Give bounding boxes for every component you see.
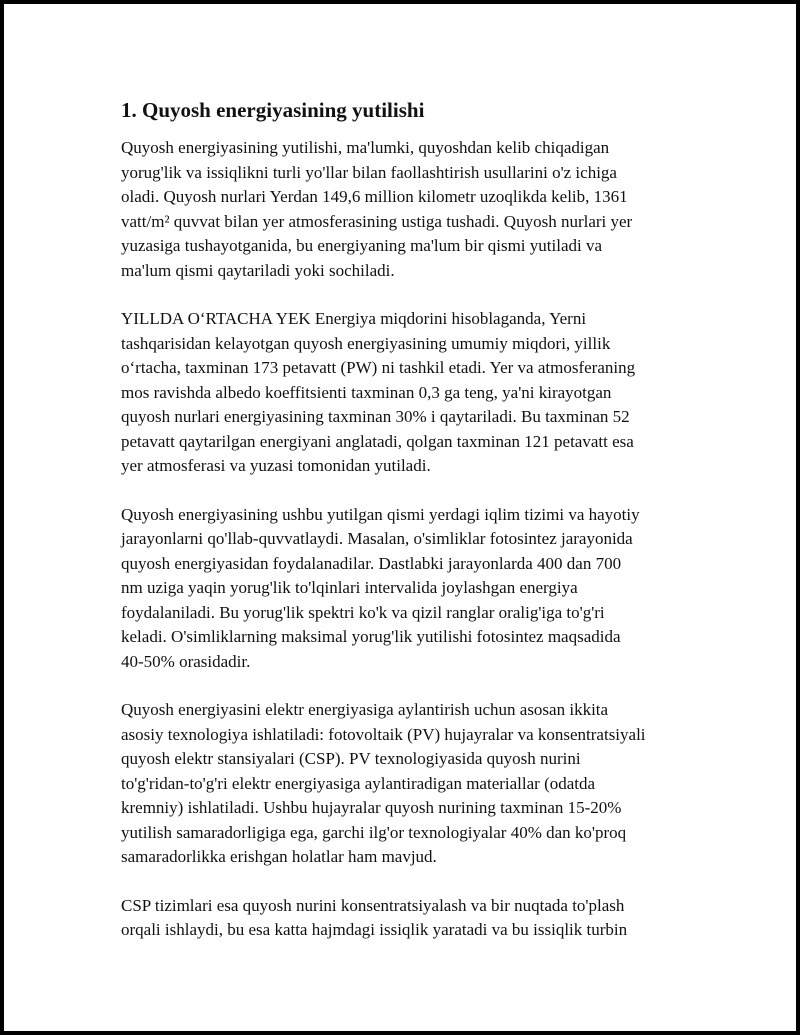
paragraph-line: mos ravishda albedo koeffitsienti taxminan 0,3 ga teng, ya'ni kirayotgan — [121, 382, 612, 402]
paragraph-line: samaradorlikka erishgan holatlar ham mavjud. — [121, 847, 437, 866]
paragraph-line: jarayonlarni qo'llab-quvvatlaydi. Masalan, o'simliklar fotosintez jarayonida — [121, 529, 633, 548]
body-paragraph — [121, 698, 711, 870]
paragraph-line: Quyosh energiyasining yutilishi, ma'lumki, quyoshdan kelib chiqadigan — [121, 138, 610, 157]
paragraph-line: oladi. Quyosh nurlari Yerdan 149,6 million kilometr uzoqlikda kelib, 1361 — [121, 187, 628, 206]
body-paragraph — [121, 894, 711, 943]
paragraph-line: yorug'lik va issiqlikni turli yo'llar bilan faollashtirish usullarini o'z ichiga — [121, 162, 617, 182]
paragraph-line: 40-50% orasidadir. — [121, 651, 251, 671]
paragraph-line: YILLDA O‘RTACHA YEK Energiya miqdorini hisoblaganda, Yerni — [121, 309, 587, 328]
paragraph-line: yer atmosferasi va yuzasi tomonidan yutiladi. — [121, 456, 431, 475]
paragraph-line: foydalaniladi. Bu yorug'lik spektri ko'k va qizil ranglar oralig'iga to'g'ri — [121, 602, 605, 622]
paragraph-line: Quyosh energiyasini elektr energiyasiga aylantirish uchun asosan ikkita — [121, 700, 609, 719]
document-body — [121, 96, 711, 967]
body-paragraph — [121, 503, 711, 675]
paragraph-line: nm uziga yaqin yorug'lik to'lqinlari intervalida joylashgan energiya — [121, 578, 578, 597]
paragraph-line: asosiy texnologiya ishlatiladi: fotovoltaik (PV) hujayralar va konsentratsiyali — [121, 724, 646, 744]
paragraph-line: kremniy) ishlatiladi. Ushbu hujayralar quyosh nurining taxminan 15-20% — [121, 798, 622, 817]
body-paragraph — [121, 136, 711, 283]
paragraph-line: orqali ishlaydi, bu esa katta hajmdagi issiqlik yaratadi va bu issiqlik turbin — [121, 920, 628, 939]
paragraph-line: Quyosh energiyasining ushbu yutilgan qismi yerdagi iqlim tizimi va hayotiy — [121, 504, 640, 524]
paragraph-line: yutilish samaradorligiga ega, garchi ilg'or texnologiyalar 40% dan ko'proq — [121, 822, 627, 842]
paragraph-line: CSP tizimlari esa quyosh nurini konsentratsiyalash va bir nuqtada to'plash — [121, 895, 625, 915]
paragraph-line: quyosh elektr stansiyalari (CSP). PV texnologiyasida quyosh nurini — [121, 749, 581, 768]
paragraph-line: tashqarisidan kelayotgan quyosh energiyasining umumiy miqdori, yillik — [121, 333, 611, 353]
paragraph-line: vatt/m² quvvat bilan yer atmosferasining ustiga tushadi. Quyosh nurlari yer — [121, 211, 633, 231]
paragraph-line: to'g'ridan-to'g'ri elektr energiyasiga aylantiradigan materiallar (odatda — [121, 773, 596, 793]
paragraph-line: quyosh energiyasidan foydalanadilar. Dastlabki jarayonlarda 400 dan 700 — [121, 553, 622, 573]
paragraph-line: quyosh nurlari energiyasining taxminan 30% i qaytariladi. Bu taxminan 52 — [121, 407, 630, 426]
paragraph-line: yuzasiga tushayotganida, bu energiyaning ma'lum bir qismi yutiladi va — [121, 236, 603, 255]
paragraph-line: o‘rtacha, taxminan 173 petavatt (PW) ni tashkil etadi. Yer va atmosferaning — [121, 358, 636, 377]
body-paragraph — [121, 307, 711, 479]
paragraph-line: ma'lum qismi qaytariladi yoki sochiladi. — [121, 260, 395, 280]
paragraph-list — [121, 136, 711, 943]
section-heading: 1. Quyosh energiyasining yutilishi — [121, 98, 425, 122]
paragraph-line: keladi. O'simliklarning maksimal yorug'lik yutilishi fotosintez maqsadida — [121, 627, 621, 646]
paragraph-line: petavatt qaytarilgan energiyani anglatadi, qolgan taxminan 121 petavatt esa — [121, 431, 634, 451]
